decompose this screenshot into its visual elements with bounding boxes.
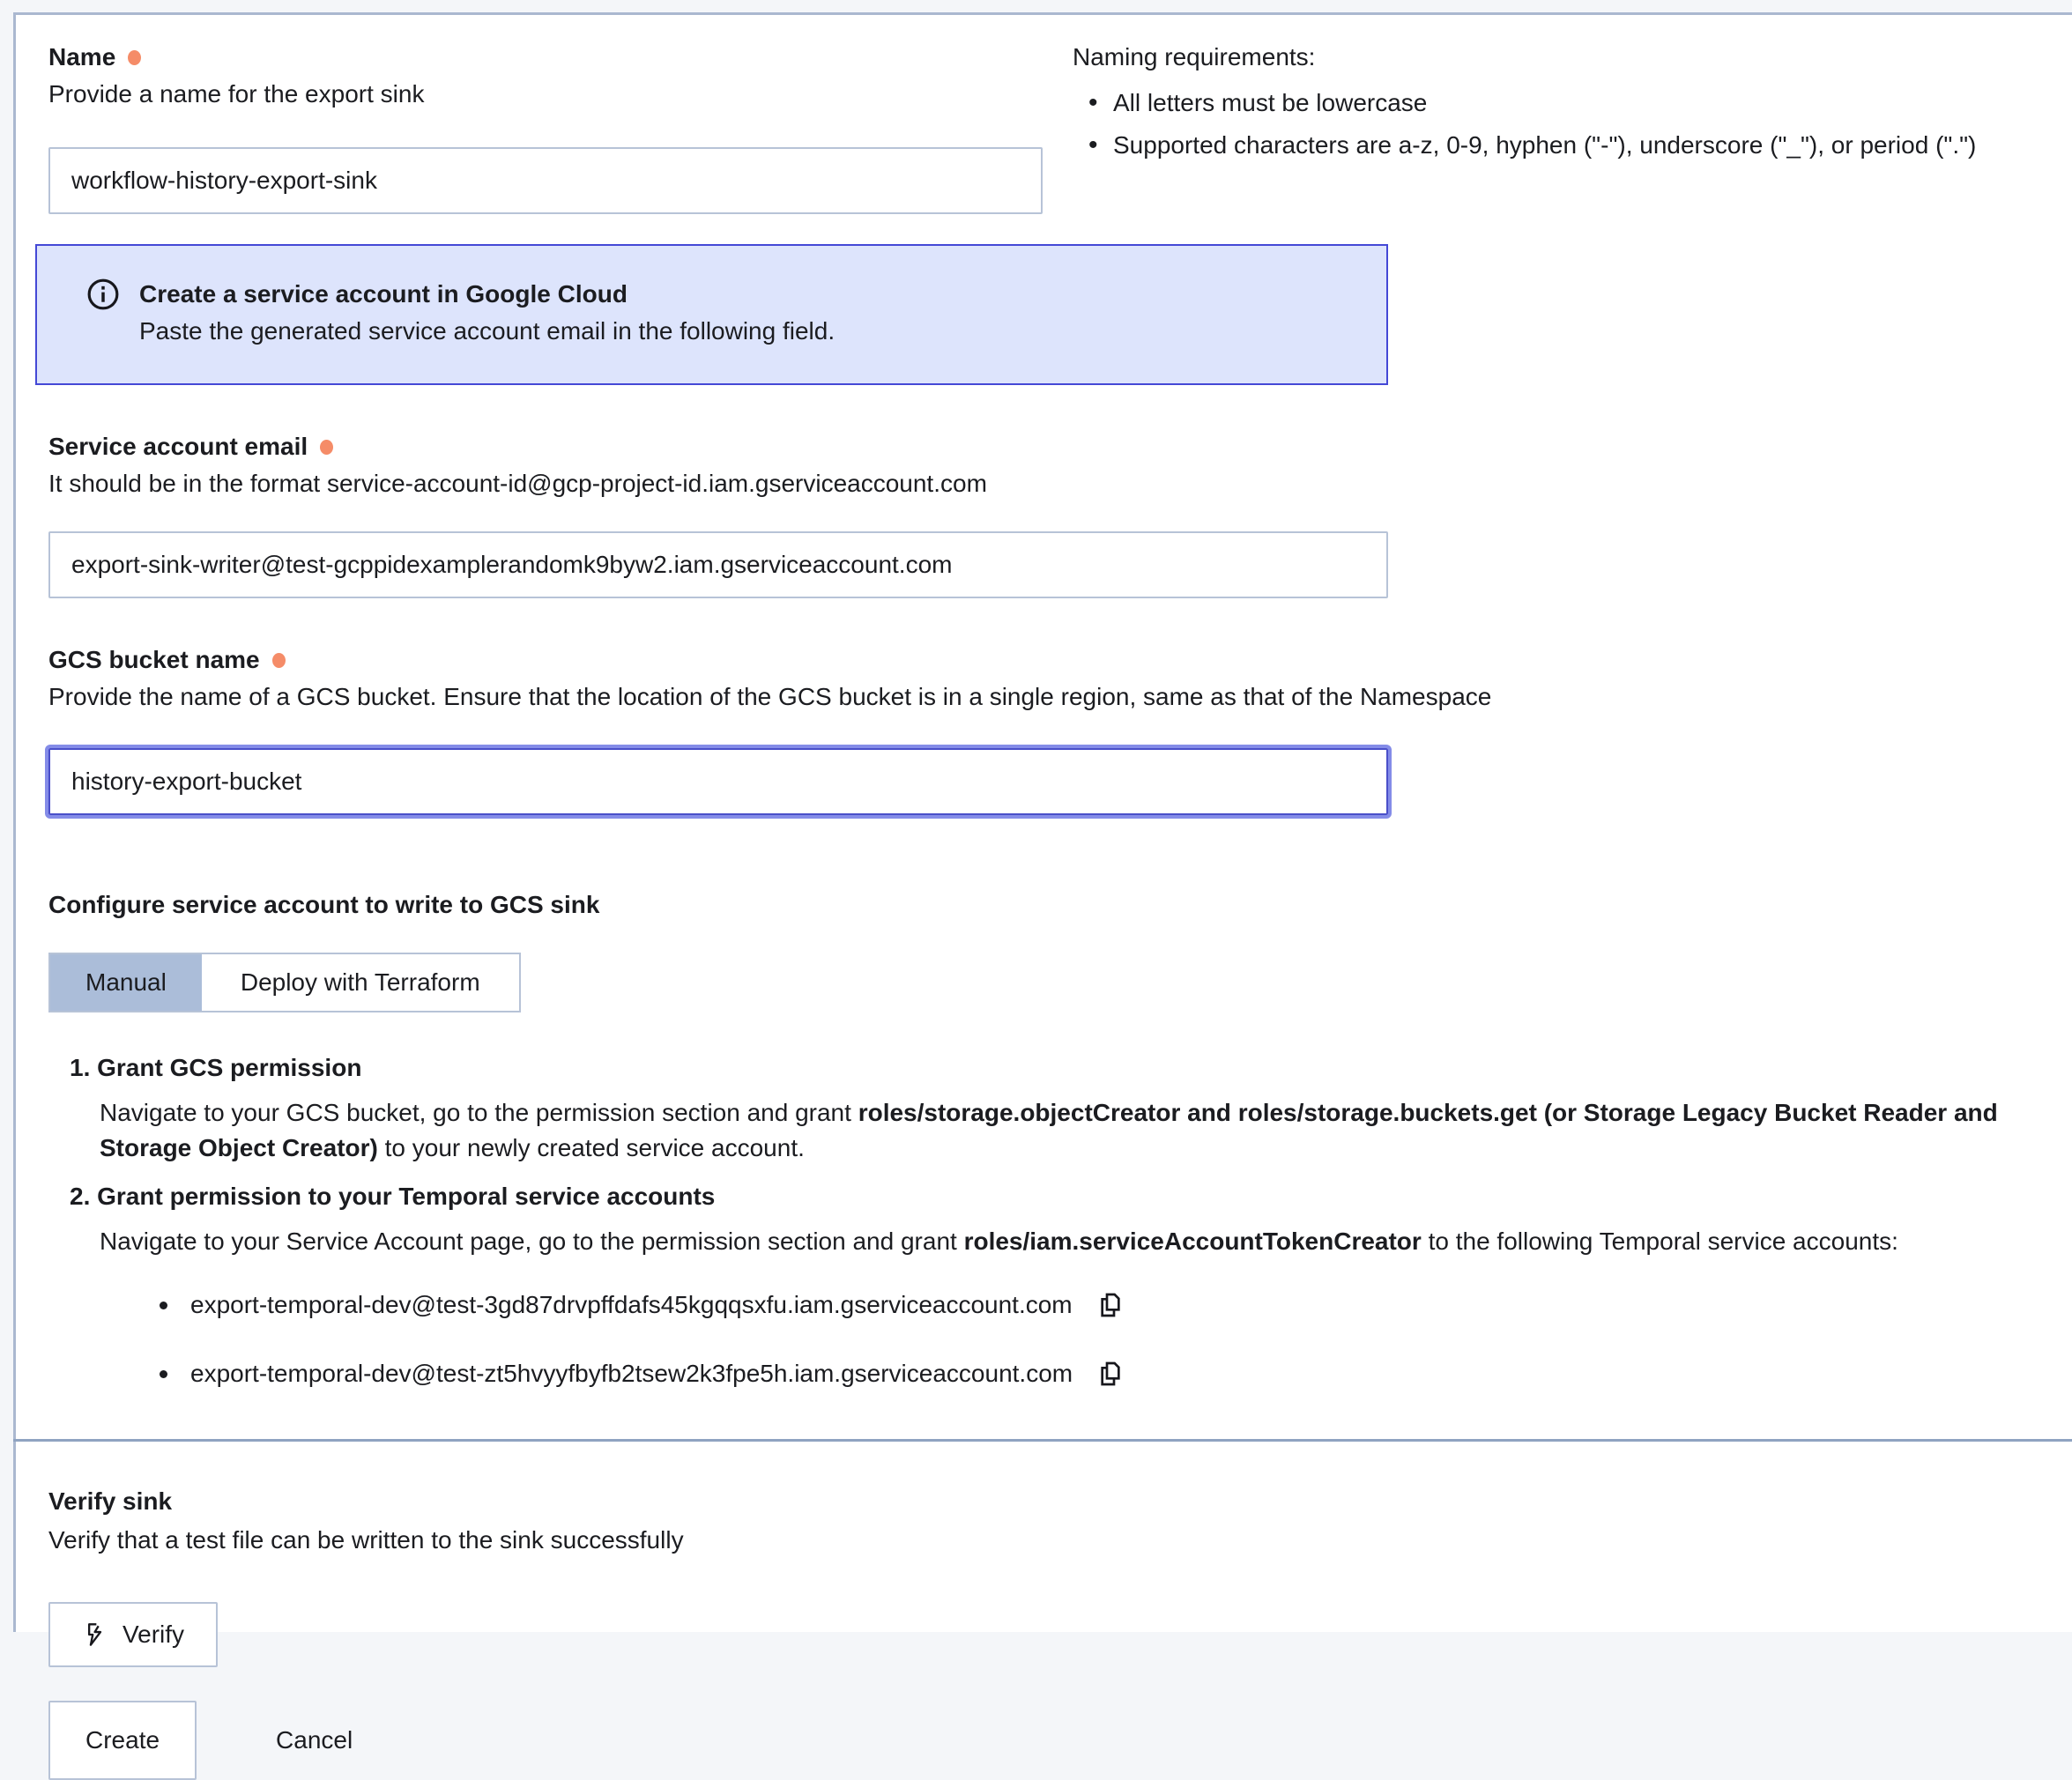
gcs-bucket-description: Provide the name of a GCS bucket. Ensure that the location of the GCS bucket is in a single region, same as that of the Namespace bbox=[48, 683, 1492, 710]
required-icon bbox=[320, 440, 333, 455]
list-item bbox=[160, 1358, 2046, 1390]
name-row bbox=[48, 41, 2046, 214]
temporal-service-account-email: export-temporal-dev@test-3gd87drvpffdafs45kgqqsxfu.iam.gserviceaccount.com bbox=[190, 1291, 1073, 1318]
temporal-service-account-email: export-temporal-dev@test-zt5hvyyfbyfb2tsew2k3fpe5h.iam.gserviceaccount.com bbox=[190, 1360, 1073, 1387]
lightning-icon bbox=[82, 1622, 107, 1647]
info-banner-title: Create a service account in Google Cloud bbox=[139, 280, 628, 308]
name-description: Provide a name for the export sink bbox=[48, 80, 425, 108]
gcs-bucket-input[interactable] bbox=[48, 748, 1388, 815]
verify-button-label: Verify bbox=[123, 1621, 185, 1648]
verify-sink-title: Verify sink bbox=[48, 1487, 173, 1515]
info-banner-description: Paste the generated service account email in the following field. bbox=[139, 317, 835, 345]
service-account-email-description: It should be in the format service-account-id@gcp-project-id.iam.gserviceaccount.com bbox=[48, 470, 987, 497]
export-sink-form-card bbox=[13, 12, 2072, 1754]
verify-button[interactable] bbox=[48, 1602, 218, 1667]
required-icon bbox=[128, 50, 141, 65]
service-account-info-banner bbox=[35, 244, 1388, 385]
step-grant-gcs-permission bbox=[48, 1051, 2046, 1166]
create-button[interactable]: Create bbox=[48, 1701, 197, 1780]
list-item bbox=[160, 1289, 2046, 1321]
copy-button[interactable] bbox=[1095, 1290, 1125, 1320]
temporal-service-accounts-list bbox=[48, 1289, 2046, 1390]
naming-requirements bbox=[1073, 41, 1976, 214]
manual-steps bbox=[48, 1051, 2046, 1390]
required-icon bbox=[272, 653, 286, 668]
step-title: 1. Grant GCS permission bbox=[70, 1054, 362, 1081]
configure-tab-group bbox=[48, 953, 521, 1012]
verify-sink-description: Verify that a test file can be written to the sink successfully bbox=[48, 1526, 684, 1554]
service-account-email-label: Service account email bbox=[48, 433, 308, 460]
gcs-bucket-label: GCS bucket name bbox=[48, 646, 260, 673]
copy-icon bbox=[1096, 1360, 1125, 1388]
step-grant-temporal-permission bbox=[48, 1180, 2046, 1259]
copy-icon bbox=[1096, 1291, 1125, 1319]
naming-requirements-title: Naming requirements: bbox=[1073, 43, 1316, 70]
tab-deploy-with-terraform[interactable]: Deploy with Terraform bbox=[202, 954, 519, 1011]
naming-requirement-item: • Supported characters are a-z, 0-9, hyphen ("-"), underscore ("_"), or period (".") bbox=[1073, 130, 1976, 161]
form-actions bbox=[48, 1701, 2046, 1780]
step-title: 2. Grant permission to your Temporal service accounts bbox=[70, 1183, 716, 1210]
bullet-icon bbox=[160, 1302, 167, 1309]
naming-requirement-item: • All letters must be lowercase bbox=[1073, 87, 1976, 119]
tab-manual[interactable]: Manual bbox=[50, 954, 202, 1011]
name-label: Name bbox=[48, 43, 116, 70]
sink-name-input[interactable] bbox=[48, 147, 1043, 214]
step-body: Navigate to your Service Account page, go to the permission section and grant roles/iam.serviceAccountTokenCreator to the following Temporal service accounts: bbox=[100, 1227, 1898, 1255]
cancel-button[interactable]: Cancel bbox=[249, 1701, 379, 1780]
copy-button[interactable] bbox=[1095, 1359, 1125, 1389]
configure-section-title: Configure service account to write to GCS sink bbox=[48, 891, 600, 918]
service-account-email-input[interactable] bbox=[48, 531, 1388, 598]
step-body: Navigate to your GCS bucket, go to the permission section and grant roles/storage.objectCreator and roles/storage.buckets.get (or Storage Legacy Bucket Reader and Storage Object Creator) to your newly created service account. bbox=[100, 1099, 1998, 1161]
bullet-icon bbox=[160, 1370, 167, 1378]
section-divider bbox=[13, 1439, 2072, 1442]
info-icon bbox=[86, 278, 120, 311]
service-account-email-section bbox=[48, 431, 2046, 598]
gcs-bucket-section bbox=[48, 644, 2046, 815]
